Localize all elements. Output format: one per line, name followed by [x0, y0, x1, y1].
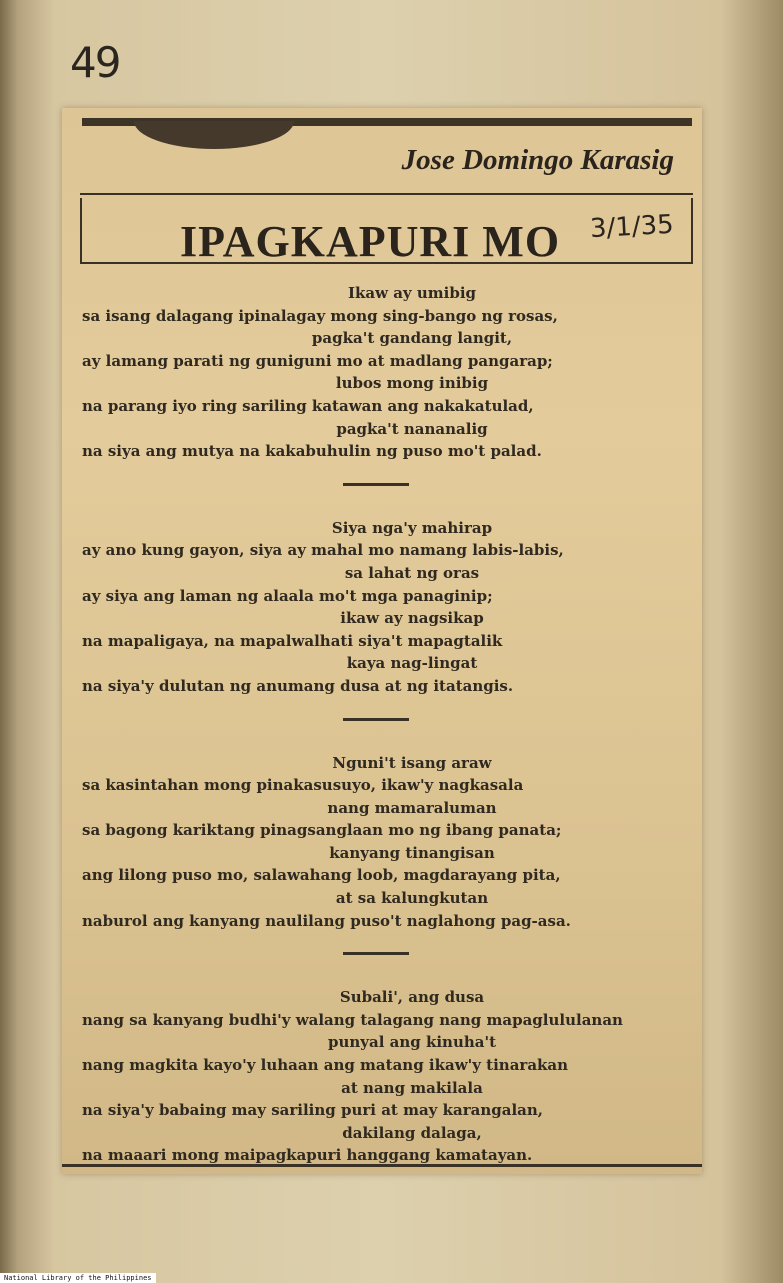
poem-line: na mapaligaya, na mapalwalhati siya't mapagtalik [82, 631, 503, 650]
poem-line: sa lahat ng oras [344, 563, 480, 582]
poem-line: sa bagong kariktang pinagsanglaan mo ng ibang panata; [82, 821, 562, 840]
stanza-separator [343, 718, 409, 721]
poem-line: lubos mong inibig [335, 374, 489, 393]
poem-line: pagka't nananalig [336, 419, 488, 438]
poem-line: ay siya ang laman ng alaala mo't mga panaginip; [82, 586, 493, 605]
poem-line: pagka't gandang langit, [311, 329, 513, 348]
archive-credit: National Library of the Philippines [0, 1273, 156, 1283]
poem-line: na siya ang mutya na kakabuhulin ng puso mo't palad. [82, 442, 542, 461]
stanza [62, 517, 702, 698]
page-number: 49 [70, 38, 120, 87]
poem-line: sa isang dalagang ipinalagay mong sing-bango ng rosas, [82, 306, 558, 325]
poem-line: Siya nga'y mahirap [331, 518, 493, 537]
stanza-separator [343, 483, 409, 486]
poem-line: dakilang dalaga, [342, 1123, 482, 1142]
poem-line: kanyang tinangisan [329, 843, 495, 862]
poem-line: ikaw ay nagsikap [340, 609, 484, 628]
poem-title: IPAGKAPURI MO [180, 217, 561, 266]
poem-line: Subali', ang dusa [339, 988, 485, 1007]
poem-line: at nang makilala [341, 1078, 483, 1097]
newspaper-clipping [62, 108, 702, 1174]
stanza [62, 282, 702, 463]
author-byline: Jose Domingo Karasig [401, 144, 674, 176]
poem-line: na siya'y dulutan ng anumang dusa at ng itatangis. [82, 676, 514, 695]
poem-line: Nguni't isang araw [332, 753, 492, 772]
title-rule [80, 193, 693, 195]
poem-line: naburol ang kanyang naulilang puso't naglahong pag-asa. [82, 911, 571, 930]
stanza [62, 752, 702, 933]
poem-line: ang lilong puso mo, salawahang loob, magdarayang pita, [82, 866, 561, 885]
poem-line: na siya'y babaing may sariling puri at may karangalan, [82, 1101, 544, 1120]
poem-line: sa kasintahan mong pinakasusuyo, ikaw'y nagkasala [82, 776, 524, 795]
poem-body [62, 282, 702, 1167]
poem-line: na parang iyo ring sariling katawan ang nakakatulad, [82, 396, 534, 415]
poem-line: punyal ang kinuha't [327, 1033, 497, 1052]
top-rule-ornament [134, 121, 294, 149]
poem-line: at sa kalungkutan [335, 889, 489, 908]
poem-line: nang mamaraluman [327, 798, 497, 817]
bottom-rule [62, 1164, 702, 1167]
poem-line: na maaari mong maipagkapuri hanggang kamatayan. [82, 1146, 533, 1165]
handwritten-date: 3/1/35 [589, 209, 675, 245]
stanza-separator [343, 952, 409, 955]
poem-line: nang magkita kayo'y luhaan ang matang ikaw'y tinarakan [82, 1056, 569, 1075]
poem-line: nang sa kanyang budhi'y walang talagang nang mapaglululanan [82, 1010, 623, 1029]
poem-line: Ikaw ay umibig [347, 284, 477, 302]
poem-line: ay lamang parati ng guniguni mo at madlang pangarap; [82, 351, 553, 370]
poem-line: kaya nag-lingat [346, 654, 478, 673]
stanza [62, 986, 702, 1167]
poem-line: ay ano kung gayon, siya ay mahal mo namang labis-labis, [82, 541, 564, 560]
